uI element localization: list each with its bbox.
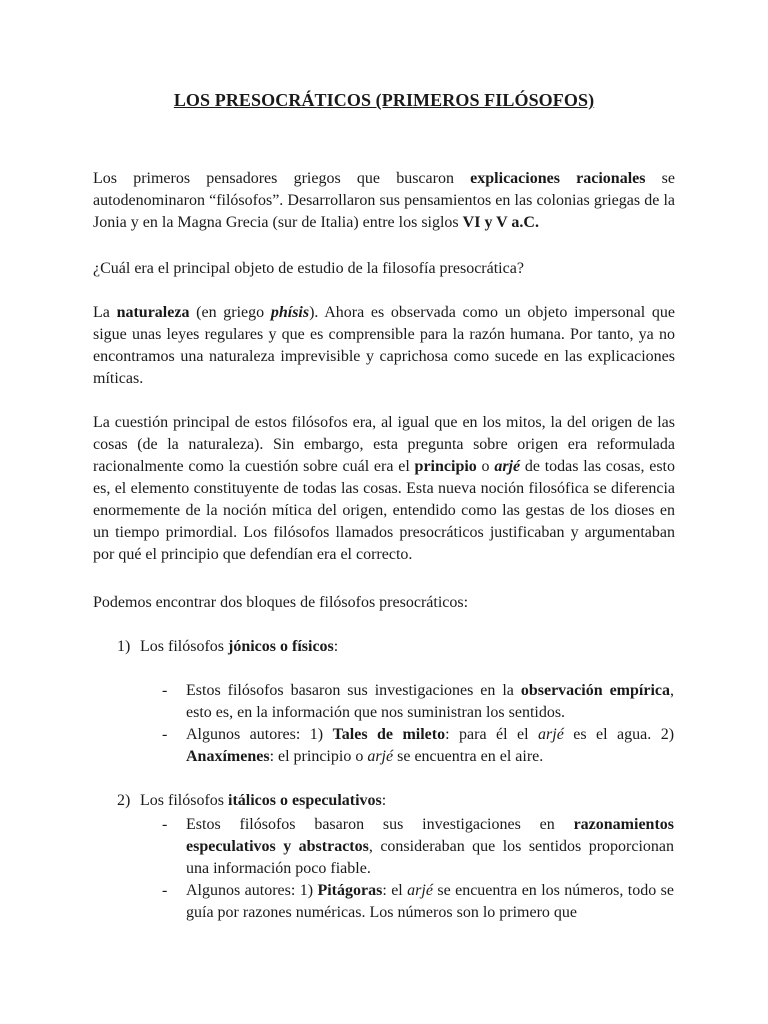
blocks-intro-paragraph: Podemos encontrar dos bloques de filósofos presocráticos:: [93, 594, 469, 611]
text-run: : el principio o: [269, 748, 368, 765]
text-run: :: [333, 638, 339, 655]
bold-term: principio: [414, 458, 477, 475]
text-run: se autodenominaron “filósofos”. Desarrollaron sus pensamientos en las colonias griegas de la Jonia y en la Magna Grecia (sur de Italia) entre los siglos: [93, 170, 676, 231]
italic-term: arjé: [538, 726, 564, 743]
text-run: Estos filósofos basaron sus investigaciones en la: [186, 682, 521, 699]
bold-term: razonamientos especulativos y abstractos: [186, 816, 674, 855]
text-run: Los filósofos: [140, 792, 228, 809]
bullet-dash: -: [162, 682, 168, 699]
text-run: Algunos autores: 1): [186, 882, 318, 899]
bold-term: observación empírica: [520, 682, 670, 699]
text-run: ). Ahora es observada como un objeto impersonal que sigue unas leyes regulares y que es comprensible para la razón humana. Por tanto, ya no encontramos una naturaleza imprevisible y caprichosa como sucede en las explicaciones míticas.: [93, 304, 675, 387]
text-run: Estos filósofos basaron sus investigaciones en: [186, 816, 574, 833]
bold-term: Anaxímenes: [186, 748, 270, 765]
bold-term: naturaleza: [116, 304, 190, 321]
text-run: , consideraban que los sentidos proporcionan una información poco fiable.: [186, 838, 675, 877]
text-run: se encuentra en el aire.: [393, 748, 544, 765]
list-item-italicos: [140, 790, 386, 812]
text-run: es el agua. 2): [563, 726, 675, 743]
italic-term: arjé: [367, 748, 394, 765]
sub-item-autores-jonicos: [186, 724, 674, 768]
bold-term: explicaciones racionales: [470, 170, 646, 187]
sub-item-razonamientos: [186, 814, 674, 880]
text-run: Los filósofos: [140, 638, 228, 655]
text-run: La: [93, 304, 117, 321]
bold-term: Tales de mileto: [332, 726, 446, 743]
bullet-dash: -: [162, 726, 168, 743]
intro-paragraph: [93, 168, 675, 234]
text-run: se encuentra en los números, todo se guía por razones numéricas. Los números son lo primero que: [186, 882, 675, 921]
text-run: :: [381, 792, 387, 809]
page-title: LOS PRESOCRÁTICOS (PRIMEROS FILÓSOFOS): [173, 90, 595, 110]
naturaleza-paragraph: [93, 302, 675, 390]
sub-item-observacion: [186, 680, 674, 724]
text-run: Algunos autores: 1): [186, 726, 333, 743]
text-run: o: [476, 458, 495, 475]
text-run: Los primeros pensadores griegos que buscaron: [93, 170, 471, 187]
text-run: de todas las cosas, esto es, el elemento constituyente de todas las cosas. Esta nueva noción filosófica se diferencia enormemente de la noción mítica del origen, entendido como las gestas de los dioses en un tiempo primordial. Los filósofos llamados presocráticos justificaban y argumentaban por qué el principio que defendían era el correcto.: [93, 458, 675, 563]
text-run: : para él el: [445, 726, 539, 743]
bold-term: itálicos o especulativos: [228, 792, 382, 809]
list-number: 1): [117, 638, 131, 655]
italic-term: arjé: [407, 882, 433, 899]
list-number: 2): [117, 792, 131, 809]
question-paragraph: ¿Cuál era el principal objeto de estudio de la filosofía presocrática?: [93, 260, 524, 277]
text-run: La cuestión principal de estos filósofos era, al igual que en los mitos, la del origen de las cosas (de la naturaleza). Sin embargo, esta pregunta sobre origen era reformulada racionalmente como la cuestión sobre cuál era el: [93, 414, 675, 475]
list-item-jonicos: [140, 636, 338, 658]
text-run: : el: [382, 882, 408, 899]
bullet-dash: -: [162, 816, 168, 833]
text-run: , esto es, en la información que nos suministran los sentidos.: [186, 682, 674, 721]
bold-italic-term: arjé: [494, 458, 521, 475]
bold-term: jónicos o físicos: [228, 638, 334, 655]
bold-term: Pitágoras: [317, 882, 383, 899]
bold-term: VI y V a.C.: [462, 214, 539, 231]
bold-italic-term: phísis: [270, 304, 310, 321]
sub-item-autores-italicos: [186, 880, 674, 924]
bullet-dash: -: [162, 882, 168, 899]
text-run: (en griego: [189, 304, 271, 321]
principio-paragraph: [93, 412, 675, 566]
